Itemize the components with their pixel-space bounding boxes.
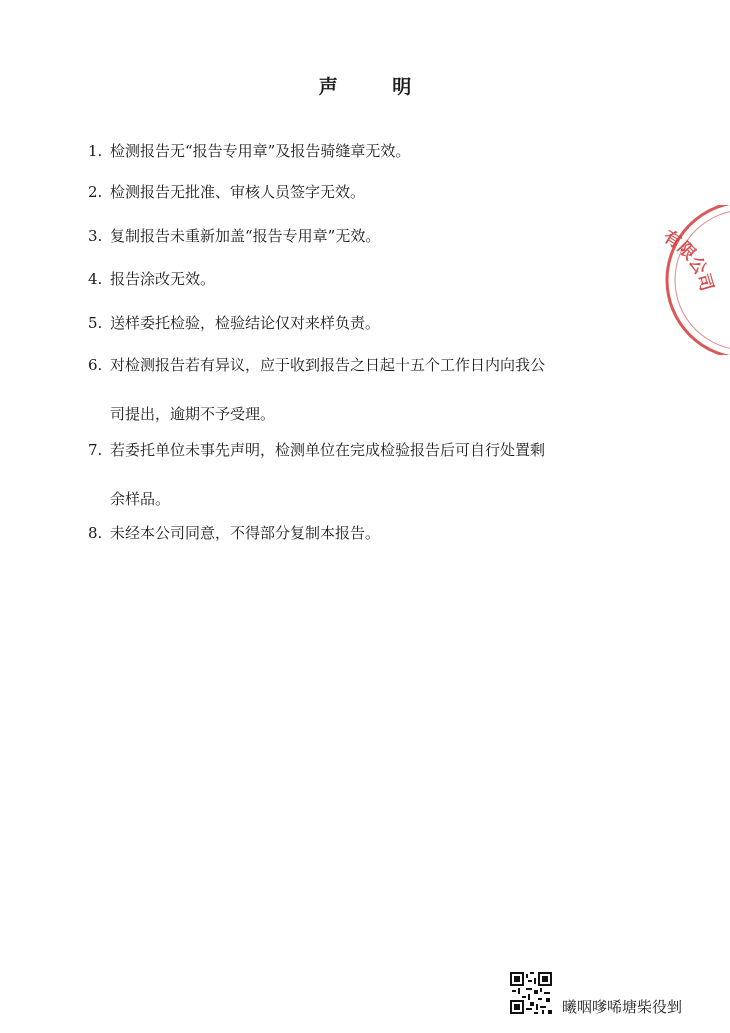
item-number: 4. <box>88 270 103 288</box>
official-seal <box>600 205 730 355</box>
item-text: 复制报告未重新加盖“报告专用章”无效。 <box>110 227 381 245</box>
item-number: 1. <box>88 142 103 160</box>
item-number: 7. <box>88 441 103 459</box>
item-text: 检测报告无“报告专用章”及报告骑缝章无效。 <box>110 142 411 160</box>
item-text-continued: 司提出，逾期不予受理。 <box>110 405 276 423</box>
footer-text: 曦咽嗲唏塘柴役剉 <box>562 998 683 1016</box>
item-text: 对检测报告若有异议，应于收到报告之日起十五个工作日内向我公 <box>110 356 546 374</box>
seal-text: 有限公司 <box>659 226 717 294</box>
item-number: 2. <box>88 183 103 201</box>
item-number: 8. <box>88 524 103 542</box>
page-title: 声 明 <box>318 76 436 98</box>
item-number: 5. <box>88 314 103 332</box>
item-number: 3. <box>88 227 103 245</box>
item-text: 未经本公司同意，不得部分复制本报告。 <box>110 524 381 542</box>
item-number: 6. <box>88 356 103 374</box>
item-text: 报告涂改无效。 <box>110 270 216 288</box>
item-text: 检测报告无批准、审核人员签字无效。 <box>110 183 366 201</box>
item-text: 若委托单位未事先声明，检测单位在完成检验报告后可自行处置剩 <box>110 441 546 459</box>
qr-code <box>510 972 552 1014</box>
item-text-continued: 余样品。 <box>110 490 171 508</box>
item-text: 送样委托检验，检验结论仅对来样负责。 <box>110 314 381 332</box>
